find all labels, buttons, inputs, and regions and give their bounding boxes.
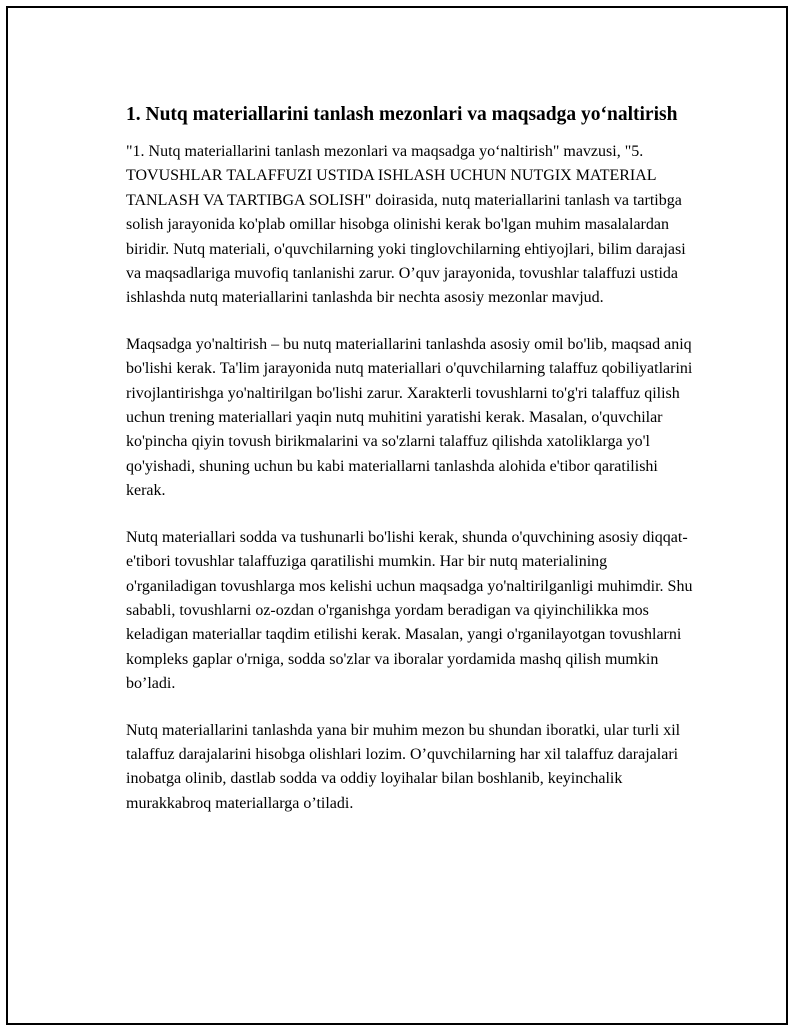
section-heading: 1. Nutq materiallarini tanlash mezonlari va maqsadga yo‘naltirish: [126, 104, 678, 125]
document-content: [126, 102, 700, 838]
paragraph-2: Maqsadga yo'naltirish – bu nutq materiallarini tanlashda asosiy omil bo'lib, maqsad aniq bo'lishi kerak. Ta'lim jarayonida nutq materiallari o'quvchilarning talaffuz qobiliyatlarini rivojlantirishga yo'naltirilgan bo'lishi zarur. Xarakterli tovushlarni to'g'ri talaffuz qilish uchun trening materiallari yaqin nutq muhitini yaratishi kerak. Masalan, o'quvchilar ko'pincha qiyin tovush birikmalarini va so'zlarni talaffuz qilishda xatoliklarga yo'l qo'yishadi, shuning uchun bu kabi materiallarni tanlashda alohida e'tibor qaratilishi kerak.: [126, 335, 693, 500]
paragraph-3: Nutq materiallari sodda va tushunarli bo'lishi kerak, shunda o'quvchining asosiy diqqat-e'tibori tovushlar talaffuziga qaratilishi mumkin. Har bir nutq materialining o'rganiladigan tovushlarga mos kelishi uchun maqsadga yo'naltirilganligi muhimdir. Shu sababli, tovushlarni oz-ozdan o'rganishga yordam beradigan va qiyinchilikka mos keladigan materiallar taqdim etilishi kerak. Masalan, yangi o'rganilayotgan tovushlarni kompleks gaplar o'rniga, sodda so'zlar va iboralar yordamida mashq qilish mumkin bo’ladi.: [126, 528, 693, 693]
paragraph-4: Nutq materiallarini tanlashda yana bir muhim mezon bu shundan iboratki, ular turli xil talaffuz darajalarini hisobga olishlari lozim. O’quvchilarning har xil talaffuz darajalari inobatga olinib, dastlab sodda va oddiy loyihalar bilan boshlanib, keyinchalik murakkabroq materiallarga o’tiladi.: [126, 721, 681, 812]
paragraph-1: "1. Nutq materiallarini tanlash mezonlari va maqsadga yo‘naltirish" mavzusi, "5. TOVUSHLAR TALAFFUZI USTIDA ISHLASH UCHUN NUTGIX MATERIAL TANLASH VA TARTIBGA SOLISH" doirasida, nutq materiallarini tanlash va tartibga solish jarayonida ko'plab omillar hisobga olinishi kerak bo'lgan muhim masalalardan biridir. Nutq materiali, o'quvchilarning yoki tinglovchilarning ehtiyojlari, bilim darajasi va maqsadlariga muvofiq tanlanishi zarur. O’quv jarayonida, tovushlar talaffuzi ustida ishlashda nutq materiallarini tanlashda bir nechta asosiy mezonlar mavjud.: [126, 143, 686, 307]
page-frame: [6, 6, 788, 1025]
